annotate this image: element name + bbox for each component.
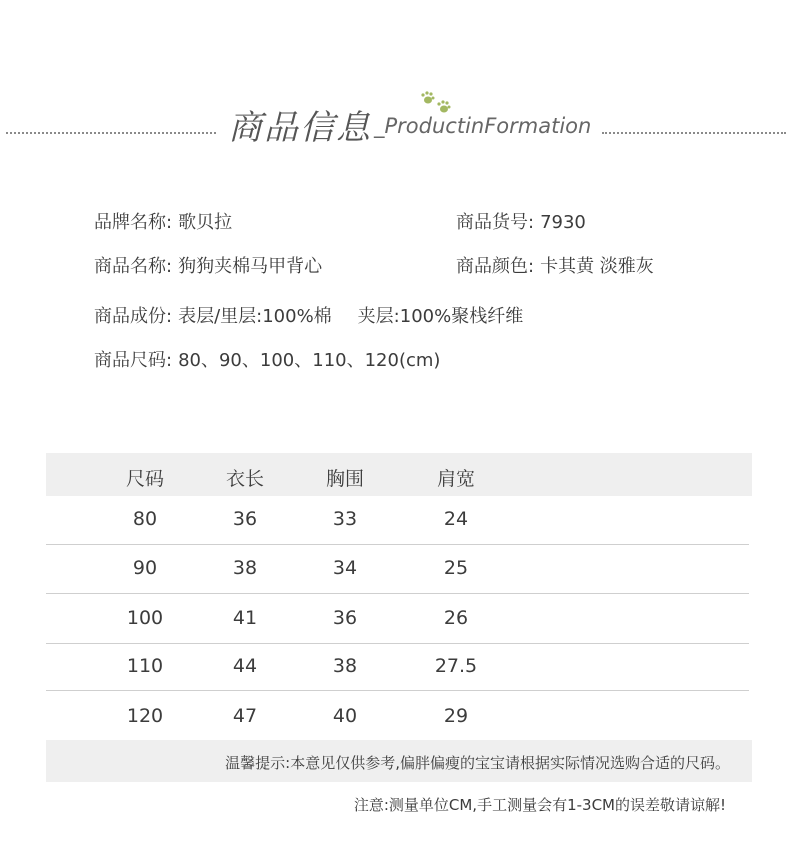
table-cell: 90 xyxy=(132,557,158,579)
table-header-cell: 衣长 xyxy=(225,468,264,490)
material-row xyxy=(94,302,523,328)
paw-prints-icon xyxy=(418,90,458,116)
table-row xyxy=(46,496,749,545)
sku-label: 商品货号: xyxy=(456,212,535,233)
table-header-cell: 肩宽 xyxy=(436,468,475,490)
brand-value: 歌贝拉 xyxy=(178,212,233,233)
measurement-note: 注意:测量单位CM,手工测量会有1-3CM的误差敬请谅解! xyxy=(353,796,726,814)
size-table xyxy=(46,453,752,743)
table-cell: 29 xyxy=(443,705,469,727)
section-subtitle: _ProductinFormation xyxy=(374,114,592,138)
size-label: 商品尺码: xyxy=(94,350,173,371)
sku-value: 7930 xyxy=(540,212,586,233)
material-value: 表层/里层:100%棉 xyxy=(178,306,332,327)
table-cell: 26 xyxy=(443,606,469,629)
table-cell: 47 xyxy=(232,705,258,727)
table-cell: 25 xyxy=(443,557,469,579)
brand-label: 品牌名称: xyxy=(94,212,173,233)
table-cell: 44 xyxy=(232,655,258,677)
table-row xyxy=(46,545,749,594)
sku-row xyxy=(456,208,586,234)
section-title: 商品信息 xyxy=(228,108,372,148)
brand-row xyxy=(94,208,232,234)
name-row xyxy=(94,252,322,278)
material-value-lining: 夹层:100%聚栈纤维 xyxy=(357,306,524,327)
table-row xyxy=(46,691,749,743)
name-value: 狗狗夹棉马甲背心 xyxy=(178,256,323,277)
color-value: 卡其黄 淡雅灰 xyxy=(540,256,654,277)
table-cell: 27.5 xyxy=(434,655,478,677)
table-header-cell: 胸围 xyxy=(325,468,364,490)
dotted-divider-right xyxy=(602,132,786,134)
color-row xyxy=(456,252,654,278)
size-row xyxy=(94,346,440,372)
dotted-divider-left xyxy=(6,132,216,134)
color-label: 商品颜色: xyxy=(456,256,535,277)
size-value: 80、90、100、110、120(cm) xyxy=(178,350,441,371)
table-cell: 33 xyxy=(332,508,358,530)
tip-text: 温馨提示:本意见仅供参考,偏胖偏瘦的宝宝请根据实际情况选购合适的尺码。 xyxy=(225,754,730,772)
table-cell: 41 xyxy=(232,606,258,629)
section-header xyxy=(0,90,790,160)
table-cell: 36 xyxy=(232,508,258,530)
table-header-cell: 尺码 xyxy=(125,468,164,490)
table-cell: 100 xyxy=(126,606,164,629)
table-header-row xyxy=(46,453,752,496)
table-row xyxy=(46,594,749,644)
table-cell: 110 xyxy=(126,655,164,677)
table-cell: 34 xyxy=(332,557,358,579)
material-label: 商品成份: xyxy=(94,306,173,327)
table-cell: 24 xyxy=(443,508,469,530)
table-cell: 36 xyxy=(332,606,358,629)
tip-bar xyxy=(46,740,752,782)
table-cell: 38 xyxy=(332,655,358,677)
table-cell: 120 xyxy=(126,705,164,727)
table-cell: 40 xyxy=(332,705,358,727)
table-cell: 38 xyxy=(232,557,258,579)
table-row xyxy=(46,644,749,691)
name-label: 商品名称: xyxy=(94,256,173,277)
table-cell: 80 xyxy=(132,508,158,530)
